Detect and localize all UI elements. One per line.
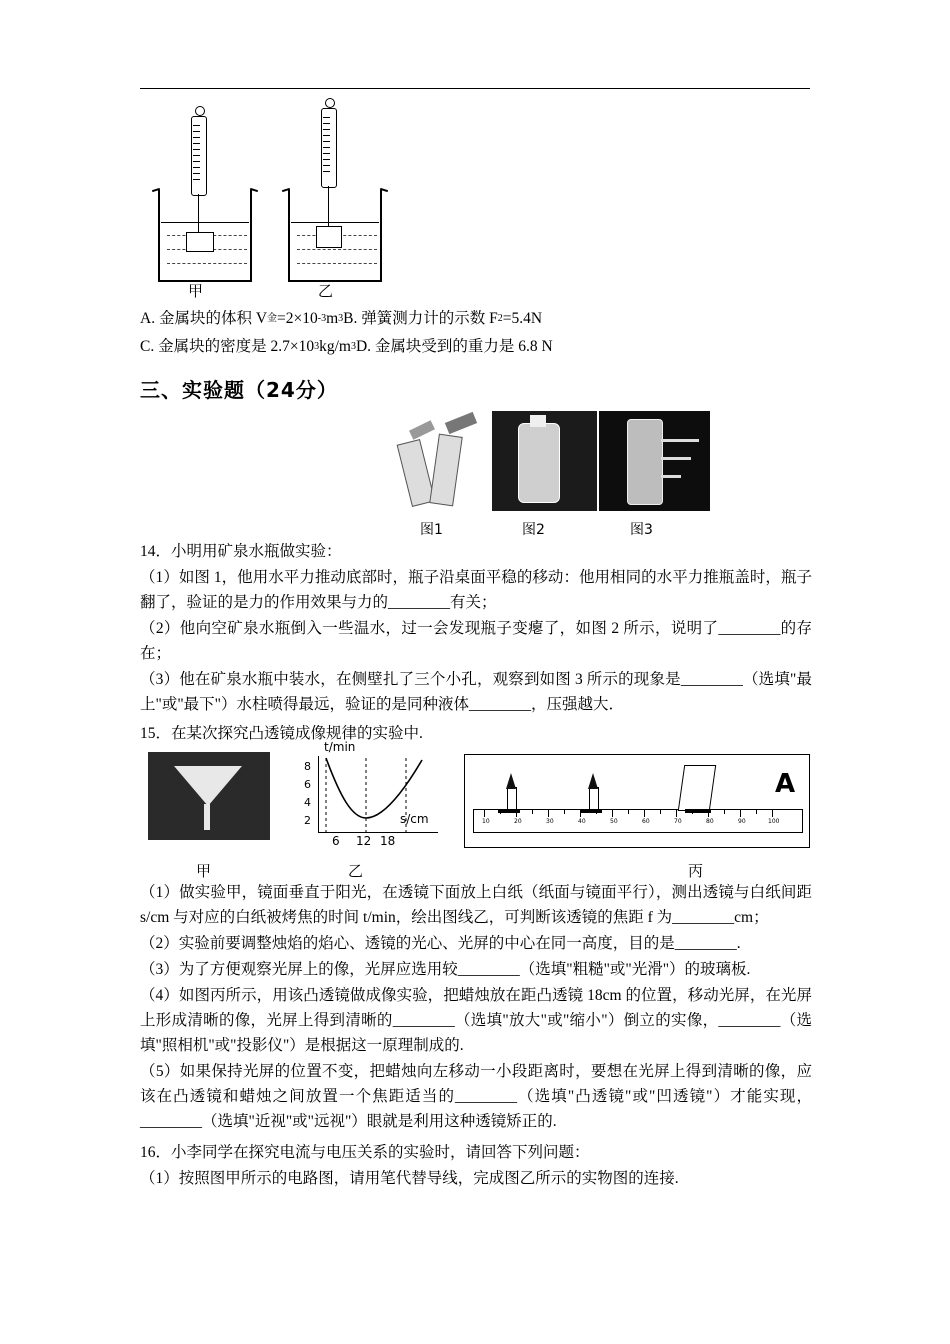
graph-y-tick-2: 2: [304, 814, 311, 827]
q15-part-4: （4）如图丙所示，用该凸透镜做成像实验，把蜡烛放在距凸透镜 18cm 的位置，移动光屏，在光屏上形成清晰的像，光屏上得到清晰的________（选填"放大"或"缩小"）倒立的实像，________（选填"照相机"或"投影仪"）是根据这一原理制成的.: [140, 987, 812, 1054]
figure-q15-jia: [148, 752, 270, 840]
q15-stem: 15．在某次探究凸透镜成像规律的实验中.: [140, 725, 423, 742]
candle-middle: [589, 787, 599, 811]
lens-funnel-shape: [174, 766, 242, 806]
spring-ring-icon: [325, 98, 335, 108]
figure-beakers: [150, 104, 490, 304]
water-line: [297, 263, 377, 264]
candle-left: [507, 787, 517, 811]
spring-ticks: [193, 125, 203, 183]
bottle-with-holes-shape: [627, 419, 663, 505]
water-line: [297, 249, 377, 250]
spring-ticks: [323, 117, 333, 175]
water-jet: [661, 457, 691, 460]
q14-stem: 14．小明用矿泉水瓶做实验：: [140, 543, 342, 560]
candle-flame-icon: [506, 773, 516, 789]
arrow-mark-icon: A: [774, 769, 795, 799]
q16-part-1: （1）按照图甲所示的电路图，请用笔代替导线，完成图乙所示的实物图的连接.: [140, 1170, 679, 1187]
q15-part-1: （1）做实验甲，镜面垂直于阳光，在透镜下面放上白纸（纸面与镜面平行），测出透镜与白纸间距 s/cm 与对应的白纸被烤焦的时间 t/min，绘出图线乙，可判断该透镜的焦距 f 为________cm；: [140, 884, 812, 926]
option-row-cd: C. 金属块的密度是 2.7×10 3 kg/m 3 D. 金属块受到的重力是 6.8 N: [140, 338, 553, 355]
graph-x-tick-12: 12: [356, 834, 372, 848]
graph-x-tick-6: 6: [332, 834, 340, 848]
q15-part-2: （2）实验前要调整烛焰的焰心、透镜的光心、光屏的中心在同一高度，目的是________.: [140, 935, 741, 952]
optical-screen: [678, 765, 716, 811]
document-content: [140, 104, 812, 1192]
metal-block-right: [316, 226, 342, 248]
header-rule: [140, 88, 810, 89]
photo-1: [390, 411, 490, 511]
q14-part-3: （3）他在矿泉水瓶中装水，在侧壁扎了三个小孔，观察到如图 3 所示的现象是________（选填"最上"或"最下"）水柱喷得最远，验证的是同种液体________，压强越大．: [140, 671, 812, 713]
candle-stand: [580, 809, 602, 813]
graph-y-tick-8: 8: [304, 760, 311, 773]
caption-q15-bing: 丙: [688, 862, 704, 880]
caption-fig3: 图3: [630, 522, 653, 538]
hand-shape: [445, 412, 477, 434]
spring-ring-icon: [195, 106, 205, 116]
candle-flame-icon: [588, 773, 598, 789]
graph-y-label: t/min: [324, 740, 356, 754]
figure-bottle-photos: [390, 411, 710, 519]
figure-q15-bing: [464, 754, 810, 848]
caption-fig1: 图1: [420, 522, 443, 538]
funnel-stem-shape: [204, 804, 210, 830]
candle-stand: [498, 809, 520, 813]
caption-q15-yi: 乙: [348, 862, 364, 880]
metal-block-left: [186, 232, 214, 252]
caption-fig2: 图2: [522, 522, 545, 538]
water-jet: [661, 475, 681, 478]
bottle-shape: [429, 434, 463, 507]
bottle-cap-shape: [530, 415, 546, 427]
water-line: [167, 263, 247, 264]
beaker-lip: [380, 188, 388, 192]
spring-scale-right: [321, 108, 337, 188]
spring-scale-left: [191, 116, 207, 196]
beaker-lip: [282, 188, 290, 192]
crushed-bottle-shape: [518, 423, 560, 503]
q15-part-5: （5）如果保持光屏的位置不变，把蜡烛向左移动一小段距离时，要想在光屏上得到清晰的像，应该在凸透镜和蜡烛之间放置一个焦距适当的________（选填"凸透镜"或"凹透镜"）才能实现，________（选填"近视"或"远视"）眼就是利用这种透镜矫正的.: [140, 1063, 812, 1130]
water-jet: [661, 439, 699, 442]
section-heading: 三、实验题（24分）: [140, 378, 338, 402]
graph-curve: [318, 756, 440, 834]
photo-3: [599, 411, 710, 511]
figure-q15-yi: [280, 740, 450, 848]
photo-captions: [390, 519, 710, 539]
optical-bench-ruler: 10 20 30 40 50 60 70 80 90 100: [473, 809, 803, 833]
q14-part-2: （2）他向空矿泉水瓶倒入一些温水，过一会发现瓶子变瘪了，如图 2 所示，说明了________的存在；: [140, 620, 812, 662]
beaker-lip: [250, 188, 258, 192]
screen-stand: [685, 809, 711, 813]
graph-y-tick-4: 4: [304, 796, 311, 809]
figure-label-jia: 甲: [188, 282, 204, 300]
beaker-lip: [152, 188, 160, 192]
graph-x-tick-18: 18: [380, 834, 396, 848]
q15-part-3: （3）为了方便观察光屏上的像，光屏应选用较________（选填"粗糙"或"光滑"）的玻璃板.: [140, 961, 751, 978]
option-row-ab: A. 金属块的体积 V 金 =2×10 -3 m 3 B. 弹簧测力计的示数 F 2 =5.4N: [140, 310, 543, 327]
caption-q15-jia: 甲: [196, 862, 212, 880]
figure-q15-captions: [148, 860, 808, 880]
graph-x-label: s/cm: [400, 812, 429, 826]
figure-q15: [148, 740, 808, 860]
graph-y-tick-6: 6: [304, 778, 311, 791]
hand-shape: [409, 420, 435, 440]
figure-label-yi: 乙: [318, 282, 334, 300]
q16-stem: 16．小李同学在探究电流与电压关系的实验时，请回答下列问题：: [140, 1144, 590, 1161]
photo-2: [492, 411, 597, 511]
q14-part-1: （1）如图 1，他用水平力推动底部时，瓶子沿桌面平稳的移动：他用相同的水平力推瓶盖时，瓶子翻了，验证的是力的作用效果与力的________有关；: [140, 569, 812, 611]
